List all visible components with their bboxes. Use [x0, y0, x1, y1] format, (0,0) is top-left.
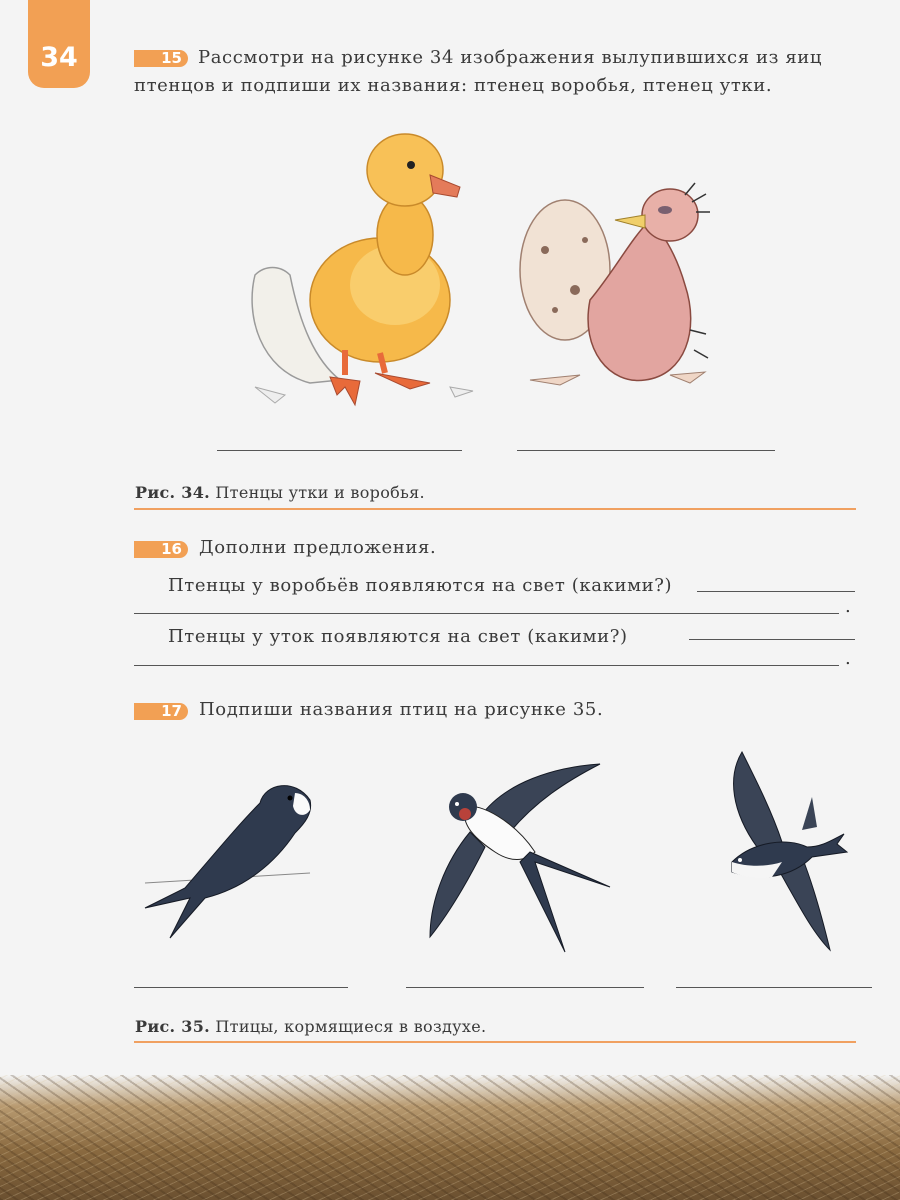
task-15-text-line1: Рассмотри на рисунке 34 изображения вылупившихся из яиц [198, 47, 823, 68]
task-16-title: Дополни предложения. [199, 537, 437, 558]
figure-34-rule [134, 508, 856, 510]
answer-line-bird-3[interactable] [676, 987, 872, 988]
period-2: . [845, 648, 851, 669]
figure-35-text: Птицы, кормящиеся в воздухе. [210, 1017, 487, 1036]
task-16-sentence2: Птенцы у уток появляются на свет (какими?) [168, 626, 628, 647]
figure-34-label: Рис. 34. [135, 483, 211, 502]
sparrow-chick-illustration [520, 180, 720, 400]
figure-35-rule [134, 1041, 856, 1043]
answer-line-16-2b[interactable] [134, 665, 839, 666]
figure-35-label: Рис. 35. [135, 1017, 211, 1036]
answer-line-16-1b[interactable] [134, 613, 839, 614]
task-15-text-line2: птенцов и подпиши их названия: птенец воробья, птенец утки. [134, 75, 773, 96]
figure-34-caption [135, 483, 425, 502]
answer-line-duckling[interactable] [217, 450, 462, 451]
task-16-sentence1: Птенцы у воробьёв появляются на свет (какими?) [168, 575, 673, 596]
answer-line-bird-1[interactable] [134, 987, 348, 988]
page-number: 34 [40, 42, 78, 73]
perched-swallow-illustration [145, 778, 320, 943]
answer-line-sparrow[interactable] [517, 450, 775, 451]
flying-swallow-illustration-2 [712, 752, 852, 952]
figure-35-caption [135, 1017, 486, 1036]
answer-line-16-2a[interactable] [689, 639, 855, 640]
task-17-title: Подпиши названия птиц на рисунке 35. [199, 699, 604, 720]
task-16-badge: 16 [134, 541, 188, 558]
page-number-tab [28, 0, 90, 88]
answer-line-bird-2[interactable] [406, 987, 644, 988]
figure-34-text: Птенцы утки и воробья. [210, 483, 425, 502]
task-15-badge: 15 [134, 50, 188, 67]
answer-line-16-1a[interactable] [697, 591, 855, 592]
task-17-badge: 17 [134, 703, 188, 720]
forest-floor-decoration [0, 1075, 900, 1200]
duckling-illustration [245, 125, 475, 410]
flying-swallow-illustration-1 [425, 762, 615, 952]
period-1: . [845, 596, 851, 617]
